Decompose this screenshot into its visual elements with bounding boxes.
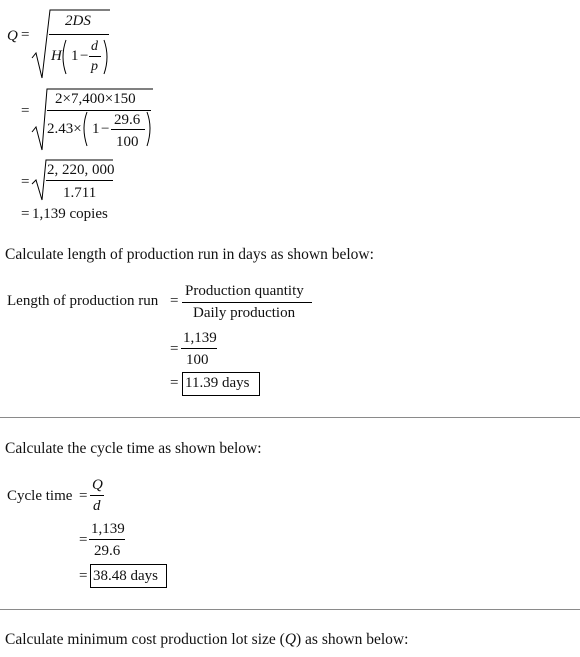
production-run-label: Length of production run: [7, 293, 159, 309]
number-one: 1: [92, 121, 100, 137]
holding-cost-factor: 2.43×: [47, 121, 82, 137]
production-rate: 100: [116, 134, 139, 150]
section-divider: [0, 609, 580, 610]
numerator-product: 2×7,400×150: [55, 91, 136, 107]
fraction-bar: [181, 348, 217, 349]
symbol-h: H: [51, 48, 62, 64]
equals-sign: =: [79, 488, 88, 504]
fraction-bar: [182, 302, 312, 303]
daily-production-value: 100: [186, 352, 209, 368]
number-one: 1: [71, 48, 79, 64]
equals-sign: =: [21, 174, 30, 190]
equals-sign: =: [170, 293, 179, 309]
equals-sign: =: [170, 375, 179, 391]
lot-size-intro: [5, 632, 408, 648]
equals-sign: =: [21, 103, 30, 119]
equals-sign: =: [21, 206, 30, 222]
cycle-time-label: Cycle time: [7, 488, 73, 504]
radical-sign: [0, 0, 580, 210]
demand-rate-value: 29.6: [94, 543, 121, 559]
numerator-2ds: 2DS: [65, 13, 91, 29]
denominator-value: 1.711: [63, 185, 97, 201]
fraction-bar: [90, 495, 104, 496]
cycle-time-result: 38.48 days: [93, 568, 158, 584]
fraction-bar: [46, 180, 113, 181]
eoq-value: 1,139 copies: [32, 206, 108, 222]
fraction-denominator: Daily production: [193, 305, 296, 321]
minus-sign: −: [80, 48, 89, 64]
minus-sign: −: [101, 121, 110, 137]
equals-sign: =: [79, 532, 88, 548]
equals-sign: =: [79, 568, 88, 584]
demand-rate: 29.6: [114, 112, 141, 128]
symbol-p: p: [91, 59, 98, 74]
numerator-value: 2, 220, 000: [47, 162, 115, 178]
production-run-result: 11.39 days: [185, 375, 250, 391]
production-run-intro: Calculate length of production run in days as shown below:: [5, 246, 374, 263]
equals-sign: =: [21, 27, 30, 43]
fraction-bar: [89, 539, 125, 540]
lot-size-intro-text-end: ) as shown below:: [296, 631, 409, 648]
lot-size-intro-text: Calculate minimum cost production lot size (: [5, 631, 285, 648]
quantity-value: 1,139: [91, 521, 125, 537]
cycle-time-intro: Calculate the cycle time as shown below:: [5, 440, 262, 457]
section-divider: [0, 417, 580, 418]
symbol-q: Q: [284, 631, 297, 648]
fraction-numerator: Production quantity: [185, 283, 304, 299]
symbol-q: Q: [92, 477, 103, 493]
symbol-d: d: [91, 39, 98, 54]
equals-sign: =: [170, 341, 179, 357]
q-symbol: Q: [7, 28, 18, 44]
symbol-d: d: [93, 498, 101, 514]
quantity-value: 1,139: [183, 330, 217, 346]
